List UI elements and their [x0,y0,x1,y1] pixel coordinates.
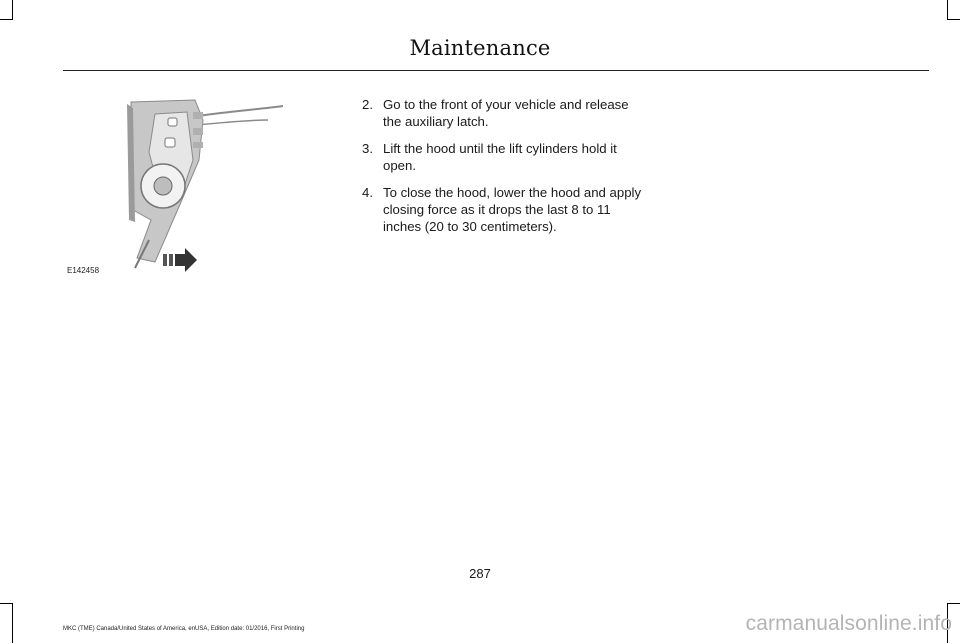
page-number: 287 [469,566,491,581]
crop-mark-bottom-left-h [0,603,13,604]
crop-mark-top-right-h [947,19,960,20]
page-title: Maintenance [409,36,551,60]
watermark: carmanualsonline.info [745,612,952,635]
footer-edition: MKC (TME) Canada/United States of America, enUSA, Edition date: 01/2016, First Printing [63,626,305,632]
list-item [362,184,647,235]
crop-mark-bottom-right-h [947,603,960,604]
step-number: 2. [362,97,373,112]
step-text: Go to the front of your vehicle and release the auxiliary latch. [383,97,629,129]
list-item [362,140,647,174]
step-text: Lift the hood until the lift cylinders hold it open. [383,141,617,173]
hood-auxiliary-latch-illustration-icon [63,90,313,280]
step-number: 3. [362,141,373,156]
crop-mark-top-left-v [12,0,13,20]
steps-list [362,96,647,245]
step-text: To close the hood, lower the hood and apply closing force as it drops the last 8 to 11 inches (20 to 30 centimeters). [383,185,642,234]
header-rule [63,70,929,71]
step-number: 4. [362,185,373,200]
crop-mark-top-right-v [947,0,948,20]
figure-code: E142458 [67,266,100,275]
list-item [362,96,647,130]
crop-mark-bottom-left-v [12,603,13,643]
crop-mark-top-left-h [0,19,13,20]
hood-latch-figure [63,90,313,280]
